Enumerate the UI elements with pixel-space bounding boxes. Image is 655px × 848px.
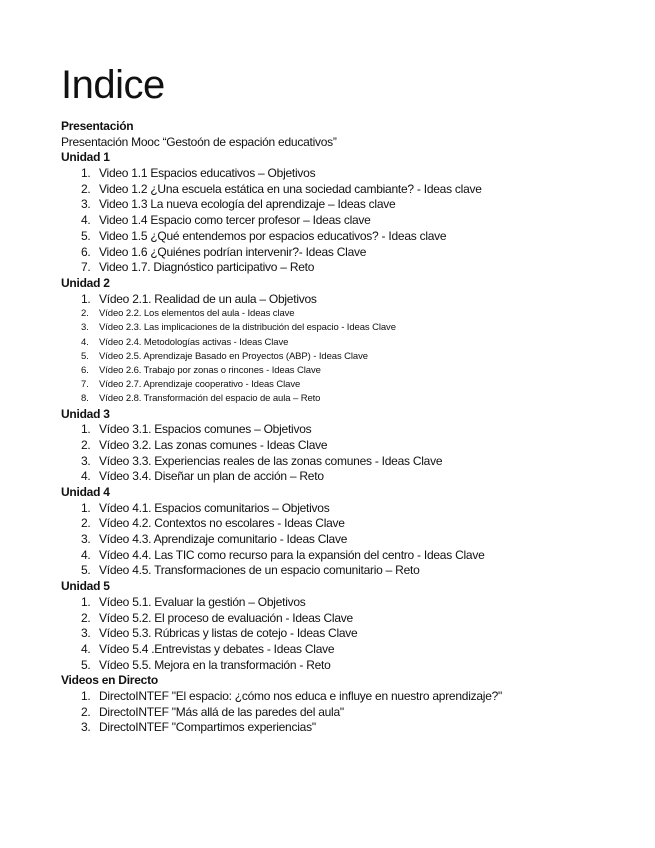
list-item-number: 2.: [81, 610, 91, 625]
section-heading: Unidad 5: [61, 579, 110, 594]
list-item-number: 4.: [81, 469, 91, 484]
list-item-number: 5.: [81, 563, 91, 578]
section-heading: Videos en Directo: [61, 673, 158, 688]
list-item-label: Vídeo 3.3. Experiencias reales de las zonas comunes - Ideas Clave: [99, 453, 443, 468]
list-item-number: 4.: [81, 547, 91, 562]
list-item[interactable]: [61, 260, 641, 276]
list-item-number: 5.: [81, 350, 89, 362]
section-heading: Unidad 3: [61, 406, 110, 421]
list-item-number: 1.: [81, 688, 91, 703]
list-item-number: 2.: [81, 308, 89, 320]
list-item-number: 7.: [81, 379, 89, 391]
list-item[interactable]: [61, 516, 641, 532]
list-item[interactable]: [61, 229, 641, 245]
list-item-label: Video 1.4 Espacio como tercer profesor – Ideas clave: [99, 213, 371, 228]
list-item[interactable]: [61, 378, 641, 392]
list-item-number: 1.: [81, 594, 91, 609]
list-item-number: 2.: [81, 437, 91, 452]
list-item-label: Vídeo 2.5. Aprendizaje Basado en Proyectos (ABP) - Ideas Clave: [99, 350, 368, 362]
list-item-label: Vídeo 2.8. Transformación del espacio de aula – Reto: [99, 393, 321, 405]
list-item-label: Video 1.7. Diagnóstico participativo – Reto: [99, 260, 315, 275]
list-item[interactable]: [61, 563, 641, 579]
list-item[interactable]: [61, 548, 641, 564]
list-item-label: DirectoINTEF "Compartimos experiencias": [99, 720, 316, 735]
list-item-label: Vídeo 3.1. Espacios comunes – Objetivos: [99, 422, 312, 437]
section-heading: Presentación: [61, 119, 134, 133]
list-item-label: Vídeo 4.5. Transformaciones de un espacio comunitario – Reto: [99, 563, 420, 578]
list-item-number: 3.: [81, 453, 91, 468]
list-item-number: 6.: [81, 244, 91, 259]
table-of-contents: [61, 119, 641, 736]
list-item-number: 3.: [81, 322, 89, 334]
list-item[interactable]: [61, 307, 641, 321]
list-item-label: Vídeo 5.3. Rúbricas y listas de cotejo - Ideas Clave: [99, 626, 358, 641]
list-item[interactable]: [61, 166, 641, 182]
list-item-number: 2.: [81, 181, 91, 196]
list-item[interactable]: [61, 501, 641, 517]
list-item[interactable]: [61, 350, 641, 364]
list-item-number: 4.: [81, 641, 91, 656]
list-item-number: 7.: [81, 260, 91, 275]
list-item-number: 2.: [81, 516, 91, 531]
list-item[interactable]: [61, 689, 641, 705]
list-item-number: 4.: [81, 336, 89, 348]
list-item[interactable]: [61, 611, 641, 627]
list-item[interactable]: [61, 626, 641, 642]
list-item-number: 6.: [81, 365, 89, 376]
list-item[interactable]: [61, 336, 641, 350]
list-item-label: Vídeo 4.1. Espacios comunitarios – Objetivos: [99, 500, 330, 515]
list-item-label: Video 1.3 La nueva ecología del aprendizaje – Ideas clave: [99, 197, 396, 212]
list-item-label: DirectoINTEF "Más allá de las paredes del aula": [99, 704, 344, 719]
list-item[interactable]: [61, 364, 641, 378]
section-subheading: Presentación Mooc “Gestoón de espación educativos”: [61, 134, 337, 149]
list-item[interactable]: [61, 469, 641, 485]
list-item[interactable]: [61, 454, 641, 470]
section-heading: Unidad 2: [61, 275, 110, 290]
list-item-number: 2.: [81, 704, 91, 719]
list-item[interactable]: [61, 532, 641, 548]
list-item-label: Vídeo 3.4. Diseñar un plan de acción – Reto: [99, 469, 324, 484]
list-item-label: Vídeo 4.2. Contextos no escolares - Ideas Clave: [99, 516, 345, 531]
list-item-label: Vídeo 2.4. Metodologías activas - Ideas Clave: [99, 336, 289, 348]
list-item[interactable]: [61, 422, 641, 438]
section-heading: Unidad 1: [61, 150, 110, 165]
list-item-label: Vídeo 2.7. Aprendizaje cooperativo - Ideas Clave: [99, 379, 301, 391]
list-item-label: Vídeo 4.4. Las TIC como recurso para la expansión del centro - Ideas Clave: [99, 547, 485, 562]
list-item[interactable]: [61, 642, 641, 658]
list-item-label: Vídeo 2.2. Los elementos del aula - Ideas clave: [99, 308, 295, 320]
list-item-number: 5.: [81, 657, 91, 672]
list-item-label: DirectoINTEF "El espacio: ¿cómo nos educa e influye en nuestro aprendizaje?": [99, 688, 503, 703]
list-item-number: 1.: [81, 422, 91, 437]
list-item-label: Video 1.1 Espacios educativos – Objetivos: [99, 166, 316, 181]
list-item-label: Vídeo 5.2. El proceso de evaluación - Ideas Clave: [99, 610, 353, 625]
list-item-label: Vídeo 5.1. Evaluar la gestión – Objetivos: [99, 594, 306, 609]
list-item-number: 1.: [81, 166, 91, 181]
list-item-label: Video 1.6 ¿Quiénes podrían intervenir?- Ideas Clave: [99, 244, 367, 259]
list-item[interactable]: [61, 213, 641, 229]
section-heading: Unidad 4: [61, 485, 110, 499]
list-item-number: 8.: [81, 393, 89, 405]
list-item[interactable]: [61, 720, 641, 736]
list-item[interactable]: [61, 245, 641, 261]
list-item-label: Vídeo 3.2. Las zonas comunes - Ideas Clave: [99, 437, 328, 452]
list-item-label: Vídeo 2.3. Las implicaciones de la distribución del espacio - Ideas Clave: [99, 322, 396, 334]
list-item-label: Video 1.2 ¿Una escuela estática en una sociedad cambiante? - Ideas clave: [99, 181, 482, 196]
page-title: Indice: [61, 63, 165, 107]
list-item-number: 3.: [81, 197, 91, 212]
list-item[interactable]: [61, 595, 641, 611]
list-item-number: 1.: [81, 291, 91, 306]
list-item[interactable]: [61, 658, 641, 674]
list-item[interactable]: [61, 292, 641, 308]
list-item-label: Vídeo 4.3. Aprendizaje comunitario - Ideas Clave: [99, 532, 348, 547]
list-item-number: 1.: [81, 500, 91, 515]
list-item-number: 4.: [81, 213, 91, 228]
list-item-label: Vídeo 5.5. Mejora en la transformación - Reto: [99, 657, 331, 672]
list-item[interactable]: [61, 182, 641, 198]
list-item[interactable]: [61, 438, 641, 454]
list-item[interactable]: [61, 392, 641, 406]
list-item[interactable]: [61, 321, 641, 335]
list-item-number: 3.: [81, 720, 91, 735]
list-item-number: 3.: [81, 626, 91, 641]
list-item-label: Video 1.5 ¿Qué entendemos por espacios educativos? - Ideas clave: [99, 228, 447, 243]
list-item-number: 5.: [81, 228, 91, 243]
list-item-label: Vídeo 2.1. Realidad de un aula – Objetivos: [99, 291, 317, 306]
list-item-number: 3.: [81, 532, 91, 547]
list-item-label: Vídeo 5.4 .Entrevistas y debates - Ideas Clave: [99, 641, 335, 656]
list-item-label: Vídeo 2.6. Trabajo por zonas o rincones - Ideas Clave: [99, 365, 321, 376]
list-item[interactable]: [61, 705, 641, 721]
list-item[interactable]: [61, 197, 641, 213]
